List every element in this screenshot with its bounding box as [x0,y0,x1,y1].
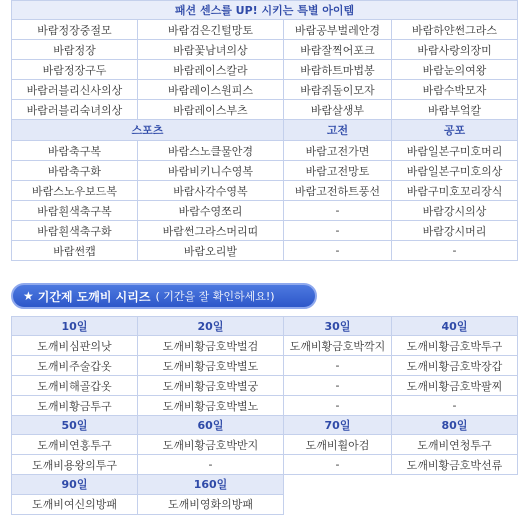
item-cell: 바람일본구미호의상 [392,161,518,181]
day-header: 10일 [12,317,138,336]
item-cell: 바람검은긴털망토 [138,20,284,40]
period-items-table [11,316,518,515]
item-cell: 바람축구화 [12,161,138,181]
item-cell: - [284,455,392,475]
period-series-banner [11,283,317,309]
item-cell: 바람러블리숙녀의상 [12,100,138,120]
item-cell: 도깨비연청투구 [392,435,518,455]
table-row [12,141,518,161]
item-cell: - [284,201,392,221]
item-cell: 바람러블리신사의상 [12,80,138,100]
item-cell: 바람스노클물안경 [138,141,284,161]
item-cell: 도깨비휠아검 [284,435,392,455]
item-cell: 바람정장중절모 [12,20,138,40]
table-row [12,376,518,396]
item-cell: 도깨비황금호박별도 [138,356,284,376]
banner-subtitle: ( 기간을 잘 확인하세요!) [155,290,275,303]
item-cell: 바람일본구미호머리 [392,141,518,161]
day-header-row [12,475,518,495]
fashion-items-table [11,0,518,261]
item-cell: 바람썬캡 [12,241,138,261]
item-cell: 도깨비황금호박별노 [138,396,284,416]
day-header: 20일 [138,317,284,336]
item-cell: 바람축구복 [12,141,138,161]
star-icon: ★ [23,289,34,303]
item-cell: 바람하얀썬그라스 [392,20,518,40]
day-header: 160일 [138,475,284,495]
table-row [12,20,518,40]
item-cell: 바람수박모자 [392,80,518,100]
item-cell: 도깨비황금호박깍지 [284,336,392,356]
day-header-row [12,416,518,435]
item-cell: - [284,356,392,376]
item-cell: 바람정장구두 [12,60,138,80]
item-cell: 바람쥐돌이모자 [284,80,392,100]
item-cell: - [284,396,392,416]
table-row [12,60,518,80]
category-header-horror: 공포 [392,120,518,141]
category-header-classic: 고전 [284,120,392,141]
table-row [12,161,518,181]
item-cell: 바람고전하트풍선 [284,181,392,201]
table-row [12,241,518,261]
item-cell: 도깨비황금투구 [12,396,138,416]
table-row [12,40,518,60]
item-cell: - [392,241,518,261]
item-cell: 바람눈의여왕 [392,60,518,80]
day-header: 80일 [392,416,518,435]
item-cell: - [284,376,392,396]
item-cell: 바람스노우보드복 [12,181,138,201]
item-cell: 바람레이스부츠 [138,100,284,120]
item-cell: 도깨비황금호박벌검 [138,336,284,356]
item-cell: 도깨비황금호박별궁 [138,376,284,396]
day-header: 60일 [138,416,284,435]
item-cell: - [284,221,392,241]
table-row [12,455,518,475]
item-cell: - [284,241,392,261]
item-cell: 도깨비해골갑옷 [12,376,138,396]
day-header: 90일 [12,475,138,495]
item-cell: 바람정장 [12,40,138,60]
item-cell: 도깨비황금호박선류 [392,455,518,475]
table-row [12,181,518,201]
day-header: 40일 [392,317,518,336]
empty-cell [392,475,518,495]
item-cell: 도깨비황금호박투구 [392,336,518,356]
item-cell: 바람꽃남녀의상 [138,40,284,60]
item-cell: 바람사각수영복 [138,181,284,201]
table-row [12,80,518,100]
day-header: 70일 [284,416,392,435]
item-cell: 바람흰색축구화 [12,221,138,241]
empty-cell [284,494,392,514]
item-cell: 바람오리발 [138,241,284,261]
day-header: 50일 [12,416,138,435]
item-cell: 바람흰색축구복 [12,201,138,221]
empty-cell [392,494,518,514]
table-row [12,100,518,120]
item-cell: 바람수영쪼리 [138,201,284,221]
item-cell: 도깨비영화의방패 [138,494,284,514]
item-cell: - [392,396,518,416]
item-cell: 도깨비연홍투구 [12,435,138,455]
item-cell: 바람잘찍어포크 [284,40,392,60]
item-cell: 도깨비용왕의투구 [12,455,138,475]
item-cell: 바람강시의상 [392,201,518,221]
table-row [12,336,518,356]
item-cell: 바람비키니수영복 [138,161,284,181]
item-cell: 도깨비여신의방패 [12,494,138,514]
item-cell: 바람레이스칼라 [138,60,284,80]
empty-cell [284,475,392,495]
item-cell: 바람강시머리 [392,221,518,241]
day-header: 30일 [284,317,392,336]
item-cell: 도깨비심판의낫 [12,336,138,356]
item-cell: - [138,455,284,475]
item-cell: 바람고전망토 [284,161,392,181]
item-cell: 도깨비황금호박장갑 [392,356,518,376]
table-row [12,396,518,416]
item-cell: 도깨비주술갑옷 [12,356,138,376]
item-cell: 바람하트마법봉 [284,60,392,80]
table-row [12,494,518,514]
item-cell: 바람사랑의장미 [392,40,518,60]
item-cell: 바람공부벌레안경 [284,20,392,40]
item-cell: 도깨비황금호박팔찌 [392,376,518,396]
table-title: 패션 센스를 UP! 시키는 특별 아이템 [12,1,518,20]
table-row [12,356,518,376]
table-row [12,201,518,221]
category-header-row [12,120,518,141]
table-row [12,435,518,455]
item-cell: 바람레이스원피스 [138,80,284,100]
day-header-row [12,317,518,336]
item-cell: 도깨비황금호박반지 [138,435,284,455]
category-header-sports: 스포츠 [12,120,284,141]
item-cell: 바람고전가면 [284,141,392,161]
item-cell: 바람부엌칼 [392,100,518,120]
item-cell: 바람살생부 [284,100,392,120]
item-cell: 바람썬그라스머리띠 [138,221,284,241]
item-cell: 바람구미호꼬리장식 [392,181,518,201]
table-row [12,221,518,241]
banner-title: 기간제 도깨비 시리즈 [37,289,151,304]
